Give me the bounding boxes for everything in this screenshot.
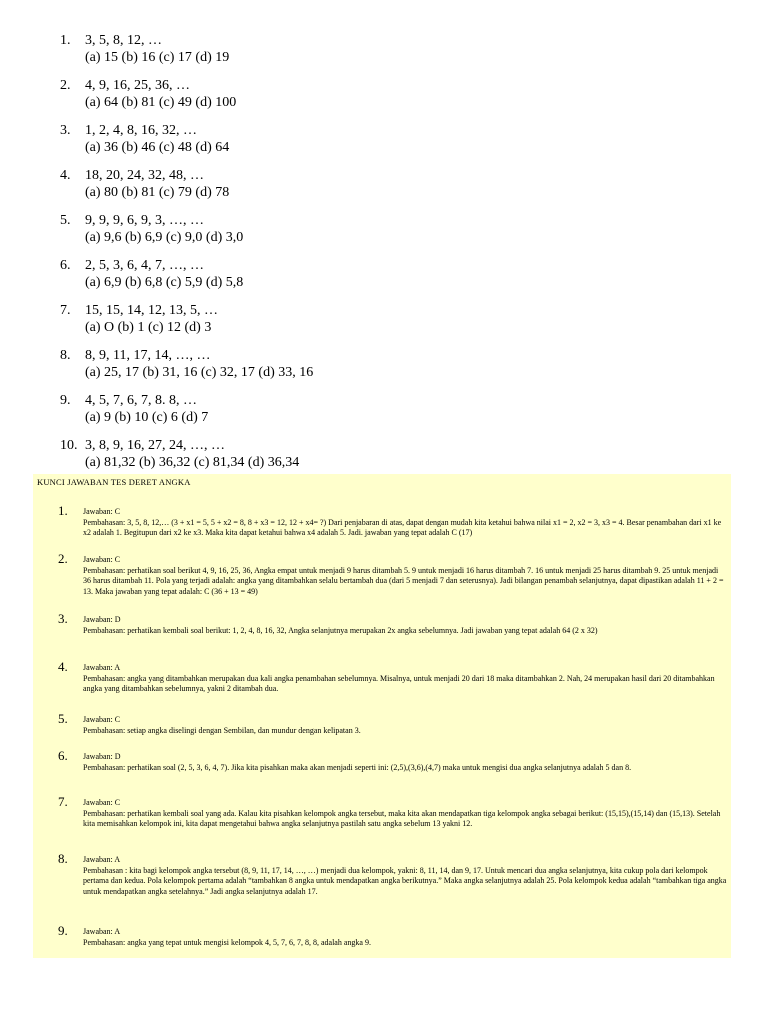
answer-label: Jawaban: A <box>83 927 121 936</box>
question-options: (a) 25, 17 (b) 31, 16 (c) 32, 17 (d) 33, 16 <box>85 365 314 380</box>
answer-number: 2. <box>58 551 68 566</box>
answer-item <box>33 613 731 661</box>
answer-key-title: KUNCI JAWABAN TES DERET ANGKA <box>37 477 191 487</box>
question-options: (a) 15 (b) 16 (c) 17 (d) 19 <box>85 50 230 65</box>
question-item <box>60 77 740 111</box>
answer-number: 4. <box>58 659 68 674</box>
question-item <box>60 302 740 336</box>
question-sequence: 15, 15, 14, 12, 13, 5, … <box>85 303 218 318</box>
answer-number: 9. <box>58 923 68 938</box>
question-options: (a) 9,6 (b) 6,9 (c) 9,0 (d) 3,0 <box>85 230 244 245</box>
question-number: 5. <box>60 213 71 228</box>
answer-explanation: Pembahasan: 3, 5, 8, 12,… (3 + x1 = 5, 5 + x2 = 8, 8 + x3 = 12, 12 + x4= ?) Dari penjabaran di atas, dapat dengan mudah kita ketahui bahwa nilai x1 = 2, x2 = 3, x3 = 4. Besar penambahan dari x1 ke x2 adalah 1. Begitupun dari x2 ke x3. Maka kita dapat ketahui bahwa x4 adalah 5. Jadi. jawaban yang tepat adalah C (17) <box>83 517 722 537</box>
answer-explanation: Pembahasan: angka yang ditambahkan merupakan dua kali angka penambahan sebelumnya. Misalnya, untuk menjadi 20 dari 18 maka ditambahkan 2. Nah, 24 merupakan hasil dari 20 ditambahkan angka yang ditambahkan sebelumnya, yakni 2 ditambah dua. <box>83 673 715 693</box>
answer-number: 6. <box>58 748 68 763</box>
answer-item <box>33 925 731 955</box>
answer-number: 7. <box>58 794 68 809</box>
answer-label: Jawaban: A <box>83 855 121 864</box>
question-item <box>60 32 740 66</box>
answer-explanation: Pembahasan: setiap angka diselingi dengan Sembilan, dan mundur dengan kelipatan 3. <box>83 725 361 735</box>
answer-label: Jawaban: C <box>83 555 121 564</box>
question-options: (a) O (b) 1 (c) 12 (d) 3 <box>85 320 212 335</box>
answer-number: 3. <box>58 611 68 626</box>
question-number: 10. <box>60 438 78 453</box>
answer-key-panel <box>33 474 731 958</box>
answer-number: 5. <box>58 711 68 726</box>
question-options: (a) 36 (b) 46 (c) 48 (d) 64 <box>85 140 230 155</box>
question-number: 2. <box>60 78 71 93</box>
answer-label: Jawaban: D <box>83 615 121 624</box>
answer-number: 1. <box>58 503 68 518</box>
answer-item <box>33 553 731 613</box>
answer-label: Jawaban: C <box>83 798 121 807</box>
question-options: (a) 81,32 (b) 36,32 (c) 81,34 (d) 36,34 <box>85 455 300 470</box>
answer-item <box>33 713 731 750</box>
answer-item <box>33 796 731 853</box>
question-options: (a) 80 (b) 81 (c) 79 (d) 78 <box>85 185 230 200</box>
question-number: 1. <box>60 33 71 48</box>
answer-number: 8. <box>58 851 68 866</box>
answer-explanation: Pembahasan: perhatikan soal berikut 4, 9, 16, 25, 36, Angka empat untuk menjadi 9 harus ditambah 5. 9 untuk menjadi 16 harus ditambah 7. 16 untuk menjadi 25 harus ditambah 9. 25 untuk menjadi 36 harus ditambah 11. Pola yang terjadi adalah: angka yang ditambahkan selalu bertambah dua (dari 5 menjadi 7 dan seterusnya). Jadi bilangan penambah selanjutnya, dapat dipastikan adalah 11 + 2 = 13. Maka jawaban yang tepat adalah: C (36 + 13 = 49) <box>83 565 724 596</box>
question-sequence: 9, 9, 9, 6, 9, 3, …, … <box>85 213 204 228</box>
question-number: 6. <box>60 258 71 273</box>
question-options: (a) 9 (b) 10 (c) 6 (d) 7 <box>85 410 209 425</box>
answer-explanation: Pembahasan: perhatikan kembali soal berikut: 1, 2, 4, 8, 16, 32, Angka selanjutnya merupakan 2x angka sebelumnya. Jadi jawaban yang tepat adalah 64 (2 x 32) <box>83 625 598 635</box>
question-sequence: 18, 20, 24, 32, 48, … <box>85 168 204 183</box>
question-item <box>60 347 740 381</box>
answer-item <box>33 505 731 553</box>
question-item <box>60 437 740 471</box>
question-sequence: 2, 5, 3, 6, 4, 7, …, … <box>85 258 204 273</box>
question-sequence: 8, 9, 11, 17, 14, …, … <box>85 348 211 363</box>
question-item <box>60 392 740 426</box>
question-item <box>60 212 740 246</box>
answer-explanation: Pembahasan: angka yang tepat untuk mengisi kelompok 4, 5, 7, 6, 7, 8, 8, adalah angka 9. <box>83 937 371 947</box>
question-number: 9. <box>60 393 71 408</box>
question-number: 8. <box>60 348 71 363</box>
answer-label: Jawaban: C <box>83 715 121 724</box>
question-number: 4. <box>60 168 71 183</box>
answer-item <box>33 661 731 713</box>
answer-explanation: Pembahasan: perhatikan soal (2, 5, 3, 6, 4, 7). Jika kita pisahkan maka akan menjadi seperti ini: (2,5),(3,6),(4,7) maka untuk mengisi dua angka selanjutnya adalah 5 dan 8. <box>83 762 632 772</box>
question-options: (a) 6,9 (b) 6,8 (c) 5,9 (d) 5,8 <box>85 275 244 290</box>
question-options: (a) 64 (b) 81 (c) 49 (d) 100 <box>85 95 237 110</box>
question-sequence: 1, 2, 4, 8, 16, 32, … <box>85 123 197 138</box>
question-sequence: 3, 5, 8, 12, … <box>85 33 162 48</box>
question-list <box>60 32 740 482</box>
answer-item <box>33 853 731 925</box>
question-item <box>60 167 740 201</box>
question-item <box>60 122 740 156</box>
question-number: 3. <box>60 123 71 138</box>
answer-explanation: Pembahasan : kita bagi kelompok angka tersebut (8, 9, 11, 17, 14, …, …) menjadi dua kelompok, yakni: 8, 11, 14, dan 9, 17. Untuk mencari dua angka selanjutnya, kita cukup pola dari kelompok pertama dan kedua. Pola kelompok pertama adalah “tambahkan 8 angka untuk mendapatkan angka berikutnya.” Maka angka selanjutnya adalah 25. Pola kelompok kedua adalah “tambahkan tiga angka untuk mendapatkan angka setelahnya.” Jadi angka selanjutnya adalah 17. <box>83 865 727 896</box>
question-number: 7. <box>60 303 71 318</box>
answer-item <box>33 750 731 796</box>
answer-label: Jawaban: A <box>83 663 121 672</box>
question-sequence: 4, 5, 7, 6, 7, 8. 8, … <box>85 393 197 408</box>
answer-label: Jawaban: C <box>83 507 121 516</box>
answer-label: Jawaban: D <box>83 752 121 761</box>
answer-explanation: Pembahasan: perhatikan kembali soal yang ada. Kalau kita pisahkan kelompok angka tersebut, maka kita akan mendapatkan tiga kelompok angka sebagai berikut: (15,15),(15,14) dan (15,13). Setelah kita memisahkan kelompok ini, kita dapat mengetahui bahwa angka selanjutnya pastilah satu angka sebelum 13 yakni 12. <box>83 808 721 828</box>
question-sequence: 4, 9, 16, 25, 36, … <box>85 78 190 93</box>
question-sequence: 3, 8, 9, 16, 27, 24, …, … <box>85 438 225 453</box>
question-item <box>60 257 740 291</box>
